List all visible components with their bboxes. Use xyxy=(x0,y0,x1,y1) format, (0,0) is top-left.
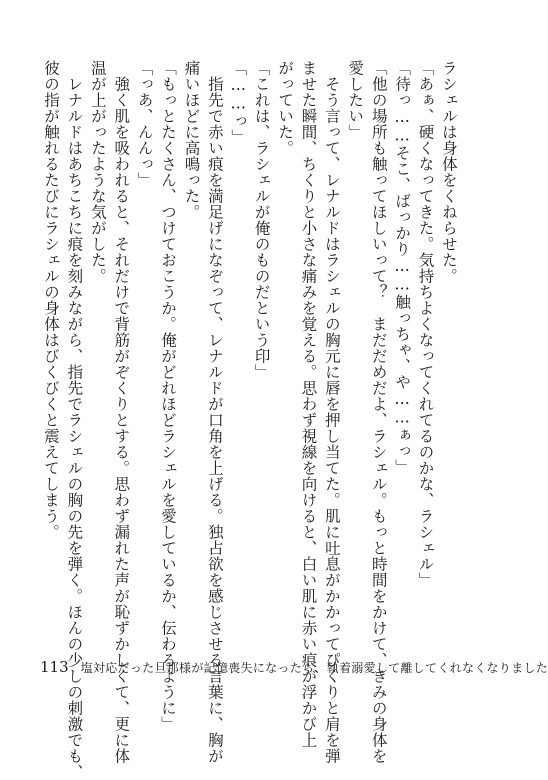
text-line: 彼の指が触れるたびにラシェルの身体はびくびくと震えてしまう。 xyxy=(42,60,60,540)
text-line: 「他の場所も触ってほしいって？ まだだめだよ、ラシェル。もっと時間をかけて、きみの身体を xyxy=(369,60,388,764)
text-line: 「あぁ、硬くなってきた。気持ちよくなってくれてるのかな、ラシェル」 xyxy=(416,60,435,588)
text-line: そう言って、レナルドはラシェルの胸元に唇を押し当てた。肌に吐息がかかってぴくりと肩を弾 xyxy=(322,60,341,764)
text-line: レナルドはあちこちに痕を刻みながら、指先でラシェルの胸の先を弾く。ほんの少しの刺激でも、 xyxy=(65,60,84,780)
page-number: 113 xyxy=(40,658,69,676)
text-line: 痛いほどに高鳴った。 xyxy=(182,60,201,220)
running-title: 塩対応だった旦那様が記憶喪失になったら、執着溺愛して離してくれなくなりました xyxy=(80,661,548,675)
text-line: ラシェルは身体をくねらせた。 xyxy=(439,60,458,284)
text-line: 「……っ」 xyxy=(229,60,248,145)
text-line: 指先で赤い痕を満足げになぞって、レナルドが口角を上げる。独占欲を感じさせる言葉に、胸が xyxy=(205,60,224,764)
text-line: 強く肌を吸われると、それだけで背筋がぞくりとする。思わず漏れた声が恥ずかしくて、更に体 xyxy=(112,60,131,764)
text-line: 「っあ、んんっ」 xyxy=(135,60,154,188)
text-line: 「待っ……そこ、ばっかり……触っちゃ、や……ぁっ」 xyxy=(393,60,412,475)
text-line: がっていた。 xyxy=(276,60,295,156)
page-footer xyxy=(40,658,548,676)
text-line: 温が上がったような気がした。 xyxy=(88,60,107,284)
text-line: 「もっとたくさん、つけておこうか。俺がどれほどラシェルを愛しているか、伝わるように」 xyxy=(159,60,178,732)
text-line: ませた瞬間、ちくりと小さな痛みを覚える。思わず視線を向けると、白い肌に赤い痕が浮かび上 xyxy=(299,60,318,748)
text-line: 愛したい」 xyxy=(346,60,365,140)
text-line: 「これは、ラシェルが俺のものだという印」 xyxy=(252,60,271,380)
